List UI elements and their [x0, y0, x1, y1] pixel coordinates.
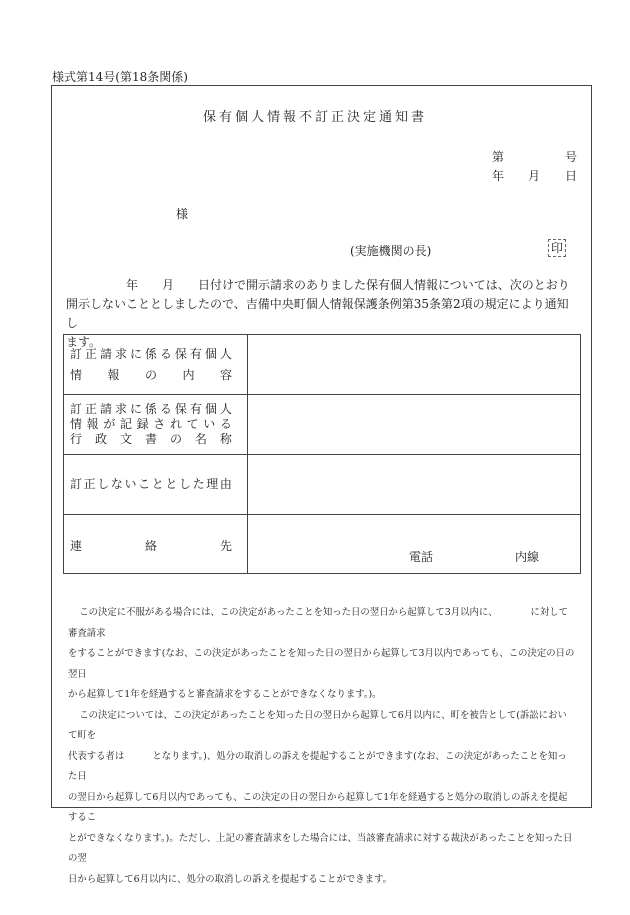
table-row — [64, 335, 581, 395]
label-char: る — [219, 417, 232, 431]
justified-line — [70, 477, 232, 492]
label-char: 絡 — [144, 539, 157, 553]
label-char: 請 — [99, 346, 112, 361]
label-char: 保 — [174, 346, 187, 361]
label-char: 人 — [219, 402, 232, 416]
justified-line — [70, 368, 232, 383]
label-char: 理 — [206, 477, 219, 491]
doc-number-go: 号 — [565, 150, 578, 164]
label-char: 係 — [144, 346, 157, 361]
label-char: る — [159, 346, 172, 361]
justified-line — [70, 402, 232, 417]
justified-line — [70, 432, 232, 447]
value-cell-document-name — [248, 395, 581, 455]
label-char: 容 — [219, 367, 232, 382]
label-char: 先 — [219, 539, 232, 553]
label-char: し — [97, 477, 110, 491]
label-char: 内 — [182, 367, 195, 382]
label-char: 行 — [70, 432, 83, 446]
label-char: た — [192, 477, 205, 491]
justified-line — [70, 539, 232, 554]
label-cell — [64, 455, 248, 515]
label-char: 請 — [99, 402, 112, 416]
label-char: 求 — [114, 402, 127, 416]
intro-line: 年 月 日付けで開示請求のありました保有個人情報については、次のとおり — [66, 278, 570, 292]
extension-label: 内線 — [515, 550, 540, 564]
label-char: の — [169, 432, 182, 446]
label-char: 正 — [84, 346, 97, 361]
notes-line: から起算して1年を経過すると審査請求をすることができなくなります。)。 — [68, 689, 382, 700]
label-cell — [64, 395, 248, 455]
label-char: に — [129, 402, 142, 416]
label-char: 名 — [194, 432, 207, 446]
table-row — [64, 515, 581, 574]
label-char: る — [159, 402, 172, 416]
notes-line: この決定については、この決定があったことを知った日の翌日から起算して6月以内に、町を被告として(訴訟において町を — [68, 709, 567, 741]
label-char: が — [103, 417, 116, 431]
label-char: 個 — [204, 402, 217, 416]
label-char: な — [110, 477, 123, 491]
label-char: 称 — [219, 432, 232, 446]
tel-label: 電話 — [409, 550, 434, 564]
justified-line — [70, 347, 232, 362]
value-cell-contact — [248, 515, 581, 574]
label-char: い — [203, 417, 216, 431]
label-char: 政 — [94, 432, 107, 446]
intro-line: ます。 — [66, 335, 102, 349]
label-char: 訂 — [70, 477, 83, 491]
document-title: 保有個人情報不訂正決定通知書 — [202, 110, 427, 125]
info-table — [63, 334, 581, 574]
label-char: 求 — [114, 346, 127, 361]
label-char: 訂 — [70, 402, 83, 416]
label-char: 由 — [219, 477, 232, 491]
label-char: し — [179, 477, 192, 491]
notes-line: の翌日から起算して6月以内であっても、この決定の日の翌日から起算して1年を経過すると処分の取消しの訴えを提起するこ — [68, 791, 568, 823]
table-row — [64, 455, 581, 515]
label-char: 保 — [174, 402, 187, 416]
addressee-suffix: 様 — [176, 207, 189, 221]
label-char: 情 — [70, 417, 83, 431]
label-char: の — [144, 367, 157, 382]
issuer-title: (実施機関の長) — [350, 244, 432, 258]
label-char: 書 — [144, 432, 157, 446]
label-char: 連 — [70, 539, 83, 553]
notes-line: とができなくなります。)。ただし、上記の審査請求をした場合には、当該審査請求に対する裁決があったことを知った日の翌 — [68, 832, 573, 864]
label-char: こ — [138, 477, 151, 491]
label-char: 報 — [86, 417, 99, 431]
notes-line: をすることができます(なお、この決定があったことを知った日の翌日から起算して3月以内であっても、この決定の日の翌日 — [68, 648, 575, 680]
label-char: に — [129, 346, 142, 361]
label-char: 有 — [189, 346, 202, 361]
label-char: 情 — [70, 367, 83, 382]
label-char: と — [165, 477, 178, 491]
notes-section — [68, 603, 576, 890]
label-char: 有 — [189, 402, 202, 416]
seal-mark: 印 — [548, 239, 566, 257]
notes-line: 代表する者は となります。)、処分の取消しの訴えを提起することができます(なお、この決定があったことを知った日 — [68, 750, 567, 782]
label-char: と — [151, 477, 164, 491]
justified-line — [70, 417, 232, 432]
intro-line: 開示しないこととしましたので、吉備中央町個人情報保護条例第35条第2項の規定により通知し — [66, 297, 569, 330]
doc-number-dai: 第 — [492, 150, 505, 164]
form-number-label: 様式第14号(第18条関係) — [52, 70, 188, 84]
label-char: い — [124, 477, 137, 491]
label-char: 録 — [136, 417, 149, 431]
value-cell-reason — [248, 455, 581, 515]
label-char: 文 — [119, 432, 132, 446]
table-row — [64, 395, 581, 455]
label-char: 人 — [219, 346, 232, 361]
label-char: 訂 — [70, 346, 83, 361]
label-char: 係 — [144, 402, 157, 416]
date-day: 日 — [565, 169, 578, 183]
notes-line: この決定に不服がある場合には、この決定があったことを知った日の翌日から起算して3月以内に、 に対して審査請求 — [68, 607, 568, 639]
label-char: さ — [153, 417, 166, 431]
label-cell — [64, 515, 248, 574]
label-char: れ — [169, 417, 182, 431]
label-char: 正 — [84, 402, 97, 416]
value-cell-info-content — [248, 335, 581, 395]
date-year: 年 — [492, 169, 505, 183]
notes-line: 日から起算して6月以内に、処分の取消しの訴えを提起することができます。 — [68, 873, 392, 885]
label-char: 記 — [119, 417, 132, 431]
label-char: 報 — [107, 367, 120, 382]
label-cell — [64, 335, 248, 395]
label-char: 個 — [204, 346, 217, 361]
label-char: 正 — [83, 477, 96, 491]
label-char: て — [186, 417, 199, 431]
date-month: 月 — [528, 169, 541, 183]
